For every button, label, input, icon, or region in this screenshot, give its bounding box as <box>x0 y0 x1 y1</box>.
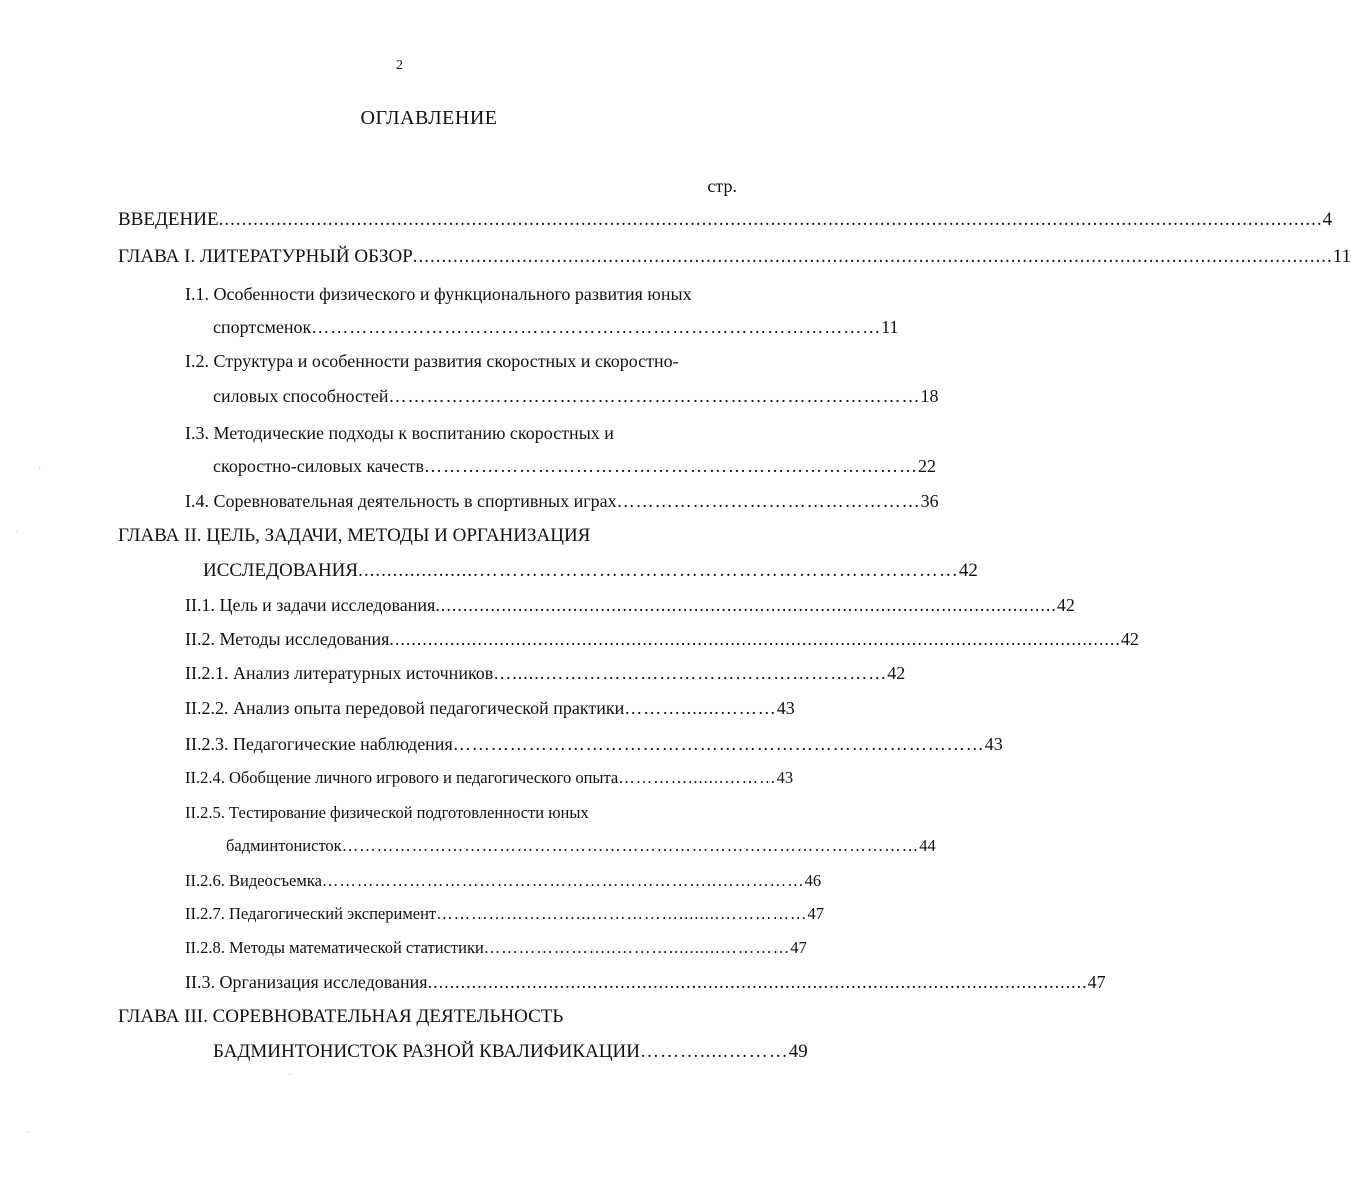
toc-entry-2-2-5: II.2.5. Тестирование физической подготовленности юных <box>185 803 589 822</box>
toc-entry-1-4: I.4. Соревновательная деятельность в спортивных играх ………………………………………… 36 <box>185 491 939 511</box>
toc-entry-1-1: I.1. Особенности физического и функционального развития юных <box>185 284 692 304</box>
toc-entry-chapter-2-cont: ИССЛЕДОВАНИЯ .....................……………………………………………………………… 42 <box>203 560 978 581</box>
scan-speck: · <box>288 1070 292 1081</box>
toc-entry-2-2-3: II.2.3. Педагогические наблюдения ………………………………………………………………………… 43 <box>185 734 1003 754</box>
toc-entry-2-2: II.2. Методы исследования ..................................................................................................................................... 42 <box>185 629 1139 649</box>
scan-speck: · <box>38 463 42 474</box>
page-column-label: стр. <box>707 176 737 196</box>
toc-entry-2-2-2: II.2.2. Анализ опыта передовой педагогической практики ……….......……… 43 <box>185 698 795 718</box>
toc-entry-chapter-3: ГЛАВА III. СОРЕВНОВАТЕЛЬНАЯ ДЕЯТЕЛЬНОСТЬ <box>118 1006 564 1027</box>
toc-entry-chapter-2: ГЛАВА II. ЦЕЛЬ, ЗАДАЧИ, МЕТОДЫ И ОРГАНИЗАЦИЯ <box>118 525 591 546</box>
toc-entry-1-3-cont: скоростно-силовых качеств …………………………………………………………………… 22 <box>213 456 937 476</box>
toc-entry-2-2-7: II.2.7. Педагогический эксперимент ……………………...……………........…………… 47 <box>185 904 825 923</box>
toc-entry-2-2-1: II.2.1. Анализ литературных источников …......……………………………………………… 42 <box>185 663 906 683</box>
toc-entry-2-2-8: II.2.8. Методы математической статистики …………………..………..........………… 47 <box>185 938 807 957</box>
toc-entry-1-2: I.2. Структура и особенности развития скоростных и скоростно- <box>185 351 679 371</box>
scan-speck: ‵ <box>16 530 19 541</box>
toc-entry-introduction: ВВЕДЕНИЕ ................................................................................................................................................................................................ 4 <box>118 209 1333 230</box>
page-title: ОГЛАВЛЕНИЕ <box>360 107 498 129</box>
scan-speck: ˎ <box>26 1122 30 1133</box>
toc-entry-2-2-4: II.2.4. Обобщение личного игрового и педагогического опыта ………….......……… 43 <box>185 768 794 787</box>
toc-entry-chapter-3-cont: БАДМИНТОНИСТОК РАЗНОЙ КВАЛИФИКАЦИИ ……….....……… 49 <box>213 1041 808 1062</box>
toc-entry-1-1-cont: спортсменок ……………………………………………………………………………… 11 <box>213 317 899 337</box>
page-number: 2 <box>396 58 403 73</box>
toc-entry-2-2-6: II.2.6. Видеосъемка …………………………………………………………..…………… 46 <box>185 871 822 890</box>
toc-entry-2-1: II.1. Цель и задачи исследования ................................................................................................................. 42 <box>185 595 1075 615</box>
toc-entry-2-3: II.3. Организация исследования ........................................................................................................................ 47 <box>185 972 1106 992</box>
toc-entry-chapter-1: ГЛАВА I. ЛИТЕРАТУРНЫЙ ОБЗОР ................................................................................................................................................................ 11 <box>118 246 1351 267</box>
toc-entry-2-2-5-cont: бадминтонисток ……………………………………………………………………………………… 44 <box>226 836 936 855</box>
toc-entry-1-3: I.3. Методические подходы к воспитанию скоростных и <box>185 423 614 443</box>
toc-entry-1-2-cont: силовых способностей ………………………………………………………………………… 18 <box>213 386 939 406</box>
